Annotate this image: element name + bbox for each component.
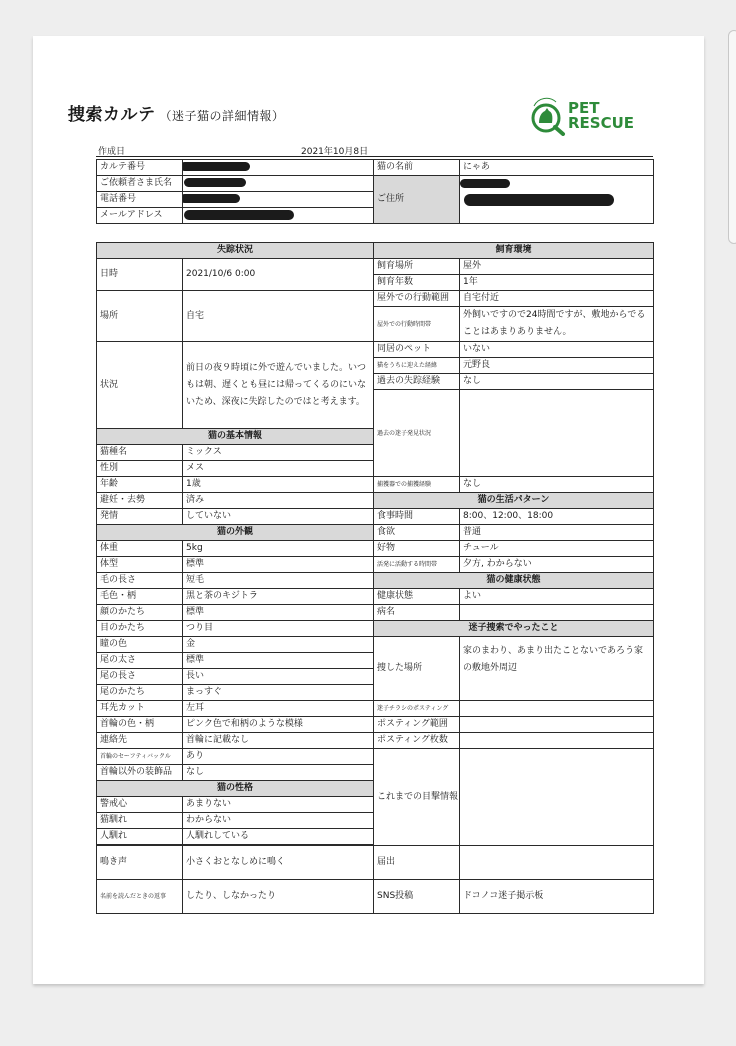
age-value: 1歳 (183, 477, 374, 493)
posting-range-value (460, 717, 654, 733)
detail-table (96, 242, 654, 914)
caution-value: あまりない (183, 797, 374, 813)
section-life: 猫の生活パターン (374, 493, 654, 509)
caution-label: 警戒心 (97, 797, 183, 813)
body-value: 標準 (183, 557, 374, 573)
voice-value: 小さくおとなしめに鳴く (183, 846, 374, 880)
posting-count-label: ポスティング枚数 (374, 733, 460, 749)
title-text: 捜索カルテ (68, 105, 156, 125)
breed-label: 猫種名 (97, 445, 183, 461)
env-past-missing-value: なし (460, 374, 654, 390)
client-info-table (96, 159, 654, 224)
section-appearance: 猫の外観 (97, 525, 374, 541)
face-value: 標準 (183, 605, 374, 621)
name-response-label: 名前を読んだときの返事 (97, 880, 183, 914)
address-value (460, 176, 654, 224)
redaction-bar (184, 210, 294, 220)
health-status-label: 健康状態 (374, 589, 460, 605)
tail-length-label: 尾の長さ (97, 669, 183, 685)
report-label: 届出 (374, 846, 460, 880)
cat-name-label: 猫の名前 (374, 160, 460, 176)
section-health: 猫の健康状態 (374, 573, 654, 589)
contact-value: 首輪に記載なし (183, 733, 374, 749)
env-pets-value: いない (460, 342, 654, 358)
eye-color-value: 金 (183, 637, 374, 653)
age-label: 年齢 (97, 477, 183, 493)
active-value: 夕方, わからない (460, 557, 654, 573)
logo-line2: RESCUE (568, 114, 635, 132)
env-trap-label: 捕獲器での捕獲経験 (374, 477, 460, 493)
tail-length-value: 長い (183, 669, 374, 685)
heat-value: していない (183, 509, 374, 525)
env-past-missing-label: 過去の失踪経験 (374, 374, 460, 390)
ear-cut-label: 耳先カット (97, 701, 183, 717)
tail-thickness-label: 尾の太さ (97, 653, 183, 669)
weight-value: 5kg (183, 541, 374, 557)
section-environment: 飼育環境 (374, 243, 654, 259)
hair-length-value: 短毛 (183, 573, 374, 589)
place-value: 自宅 (183, 291, 374, 342)
sex-value: メス (183, 461, 374, 477)
contact-label: 連絡先 (97, 733, 183, 749)
phone-value (183, 192, 374, 208)
cat-name-value: にゃあ (460, 160, 654, 176)
posting-range-label: ポスティング範囲 (374, 717, 460, 733)
eye-shape-label: 目のかたち (97, 621, 183, 637)
env-place-value: 屋外 (460, 259, 654, 275)
name-response-value: したり、しなかったり (183, 880, 374, 914)
client-name-value (183, 176, 374, 192)
env-trap-value: なし (460, 477, 654, 493)
breed-value: ミックス (183, 445, 374, 461)
address-label: ご住所 (374, 176, 460, 224)
section-personality: 猫の性格 (97, 781, 374, 797)
redaction-bar (184, 178, 246, 187)
hair-length-label: 毛の長さ (97, 573, 183, 589)
redaction-bar (464, 194, 614, 206)
favorite-label: 好物 (374, 541, 460, 557)
sex-label: 性別 (97, 461, 183, 477)
email-label: メールアドレス (97, 208, 183, 224)
neuter-label: 避妊・去勢 (97, 493, 183, 509)
weight-label: 体重 (97, 541, 183, 557)
situation-label: 状況 (97, 342, 183, 429)
flyer-value (460, 701, 654, 717)
env-pets-label: 同居のペット (374, 342, 460, 358)
sns-value: ドコノコ迷子掲示板 (460, 880, 654, 914)
env-range-label: 屋外での行動範囲 (374, 291, 460, 307)
client-name-label: ご依頼者さま氏名 (97, 176, 183, 192)
neuter-value: 済み (183, 493, 374, 509)
coat-color-label: 毛色・柄 (97, 589, 183, 605)
env-time-value: 外飼いですので24時間ですが、敷地からでることはあまりありません。 (460, 307, 654, 342)
section-basic: 猫の基本情報 (97, 429, 374, 445)
coat-color-value: 黒と茶のキジトラ (183, 589, 374, 605)
sightings-value (460, 749, 654, 846)
buckle-value: あり (183, 749, 374, 765)
sightings-label: これまでの目撃情報 (374, 749, 460, 846)
cat-friendly-value: わからない (183, 813, 374, 829)
active-label: 活発に活動する時間帯 (374, 557, 460, 573)
redaction-bar (460, 179, 510, 188)
created-label: 作成日 (98, 147, 126, 157)
eye-shape-value: つり目 (183, 621, 374, 637)
logo-line1: PET (568, 99, 600, 117)
disease-label: 病名 (374, 605, 460, 621)
logo-mark-icon (530, 96, 566, 136)
pet-rescue-logo (530, 96, 650, 142)
document-title (68, 100, 285, 125)
datetime-label: 日時 (97, 259, 183, 291)
buckle-label: 首輪のセーフティバックル (97, 749, 183, 765)
env-years-label: 飼育年数 (374, 275, 460, 291)
karte-no-label: カルテ番号 (97, 160, 183, 176)
favorite-value: チュール (460, 541, 654, 557)
env-origin-label: 猫をうちに迎えた経緯 (374, 358, 460, 374)
accessory-label: 首輪以外の装飾品 (97, 765, 183, 781)
env-years-value: 1年 (460, 275, 654, 291)
section-search: 迷子捜索でやったこと (374, 621, 654, 637)
env-range-value: 自宅付近 (460, 291, 654, 307)
voice-label: 鳴き声 (97, 846, 183, 880)
cat-friendly-label: 猫馴れ (97, 813, 183, 829)
scrollbar-thumb[interactable] (728, 30, 736, 244)
section-disappearance: 失踪状況 (97, 243, 374, 259)
env-past-found-value (460, 390, 654, 477)
appetite-value: 普通 (460, 525, 654, 541)
env-place-label: 飼育場所 (374, 259, 460, 275)
heat-label: 発情 (97, 509, 183, 525)
tail-shape-label: 尾のかたち (97, 685, 183, 701)
searched-places-label: 捜した場所 (374, 637, 460, 701)
eye-color-label: 瞳の色 (97, 637, 183, 653)
sns-label: SNS投稿 (374, 880, 460, 914)
situation-value: 前日の夜９時頃に外で遊んでいました。いつもは朝、遅くとも昼には帰ってくるのにいないため、深夜に失踪したのではと考えます。 (183, 342, 374, 429)
face-label: 顔のかたち (97, 605, 183, 621)
health-status-value: よい (460, 589, 654, 605)
tail-thickness-value: 標準 (183, 653, 374, 669)
tail-shape-value: まっすぐ (183, 685, 374, 701)
env-origin-value: 元野良 (460, 358, 654, 374)
disease-value (460, 605, 654, 621)
email-value (183, 208, 374, 224)
posting-count-value (460, 733, 654, 749)
datetime-value: 2021/10/6 0:00 (183, 259, 374, 291)
human-friendly-value: 人馴れしている (183, 829, 374, 845)
flyer-label: 迷子チラシのポスティング (374, 701, 460, 717)
created-date: 2021年10月8日 (301, 147, 369, 157)
collar-value: ピンク色で和柄のような模様 (183, 717, 374, 733)
env-time-label: 屋外での行動時間帯 (374, 307, 460, 342)
divider (96, 156, 653, 157)
logo-text (568, 101, 634, 131)
redaction-bar (183, 162, 251, 171)
meal-value: 8:00、12:00、18:00 (460, 509, 654, 525)
env-past-found-label: 過去の迷子発見状況 (374, 390, 460, 477)
body-label: 体型 (97, 557, 183, 573)
subtitle-text: （迷子猫の詳細情報） (159, 109, 285, 123)
redaction-bar (183, 194, 241, 203)
report-value (460, 846, 654, 880)
accessory-value: なし (183, 765, 374, 781)
searched-places-value: 家のまわり、あまり出たことないであろう家の敷地外周辺 (460, 637, 654, 701)
place-label: 場所 (97, 291, 183, 342)
meal-label: 食事時間 (374, 509, 460, 525)
karte-no-value (183, 160, 374, 176)
phone-label: 電話番号 (97, 192, 183, 208)
appetite-label: 食欲 (374, 525, 460, 541)
collar-label: 首輪の色・柄 (97, 717, 183, 733)
ear-cut-value: 左耳 (183, 701, 374, 717)
human-friendly-label: 人馴れ (97, 829, 183, 845)
